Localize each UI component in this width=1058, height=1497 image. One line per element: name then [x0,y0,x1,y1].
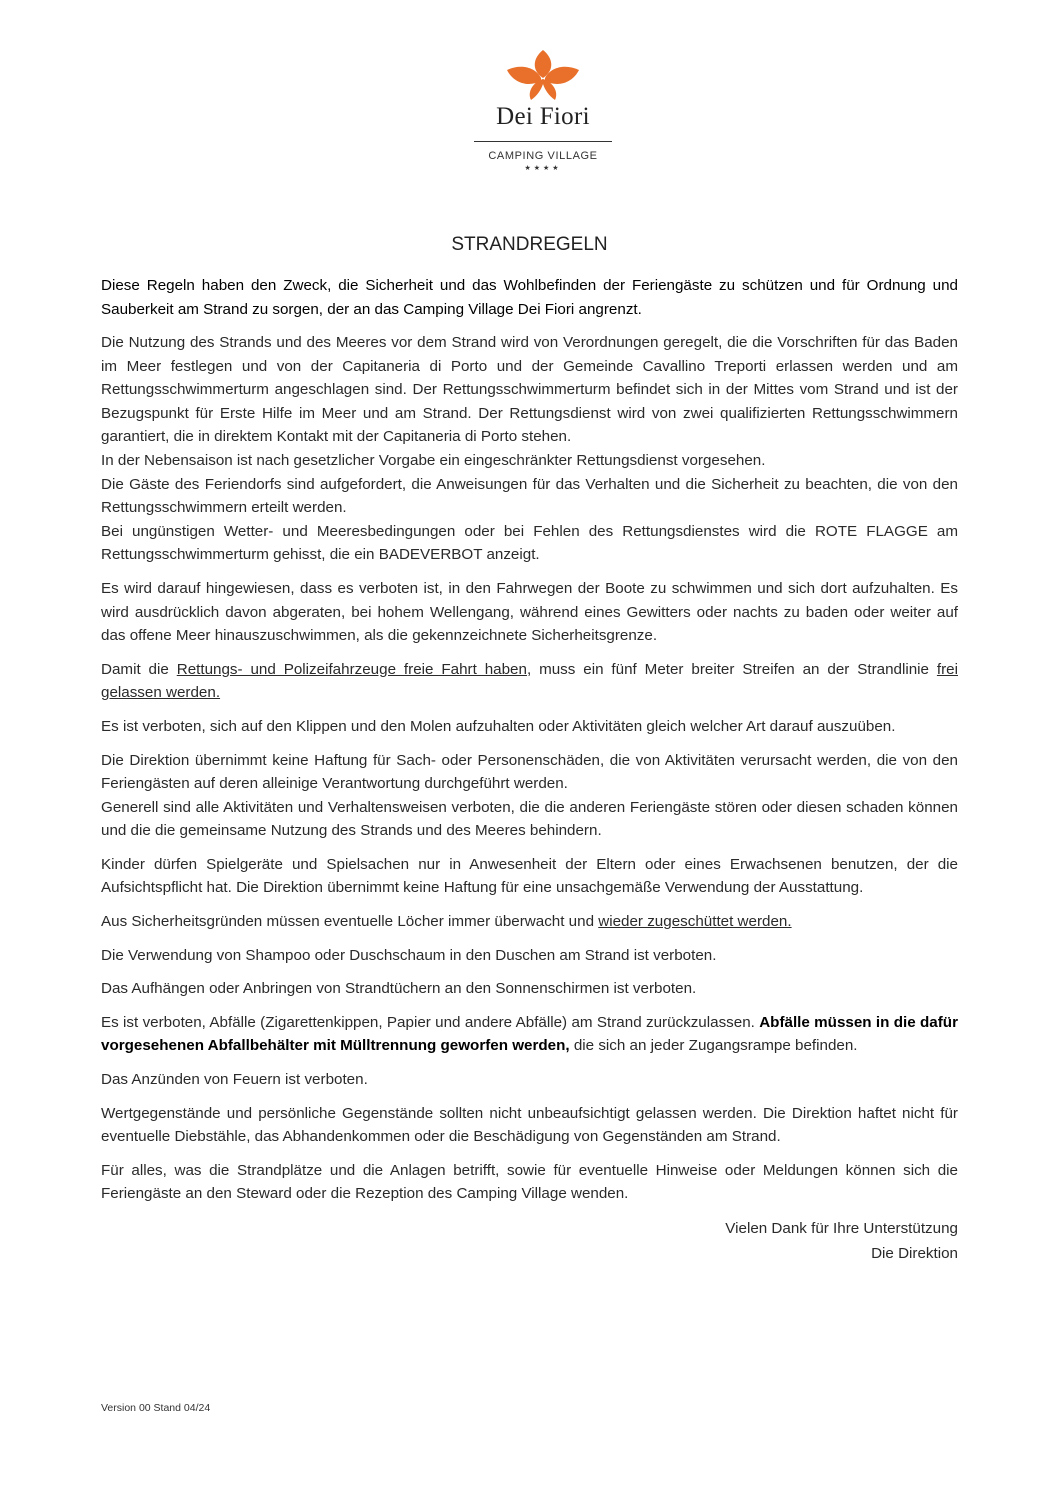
intro-paragraph: Diese Regeln haben den Zweck, die Sicherheit und das Wohlbefinden der Feriengäste zu schützen und für Ordnung und Sauberkeit am Strand zu sorgen, der an das Camping Village Dei Fiori angrenzt. [101,277,958,318]
paragraph-red-flag: Bei ungünstigen Wetter- und Meeresbedingungen oder bei Fehlen des Rettungsdienstes wird die ROTE FLAGGE am Rettungsschwimmerturm gehisst, die ein BADEVERBOT anzeigt. [101,522,958,564]
underlined-text: wieder zugeschüttet werden. [598,913,792,931]
flower-logo-icon [503,48,583,102]
paragraph-regulations: Die Nutzung des Strands und des Meeres vor dem Strand wird von Verordnungen geregelt, die die Vorschriften für das Baden im Meer festlegen und von der Capitaneria di Porto und der Gemeinde Cavallino Treporti erlassen werden und am Rettungsschwimmerturm angeschlagen sind. Der Rettungsschwimmerturm befindet sich in der Mittes vom Strand und ist der Bezugspunkt für Erste Hilfe im Meer und am Strand. Der Rettungsdienst wird von zwei qualifizierten Rettungsschwimmern garantiert, die in direktem Kontakt mit der Capitaneria di Porto stehen. [101,334,958,446]
paragraph-cliffs: Es ist verboten, sich auf den Klippen und den Molen aufzuhalten oder Aktivitäten gleich welcher Art darauf auszuüben. [101,717,896,735]
paragraph-holes [101,910,958,934]
paragraph-liability: Die Direktion übernimmt keine Haftung für Sach- oder Personenschäden, die von Aktivitäten verursacht werden, die von den Feriengästen auf deren alleinige Verantwortung durchgeführt werden. [101,751,958,793]
paragraph-emergency-lane [101,658,958,705]
paragraph-fire: Das Anzünden von Feuern ist verboten. [101,1071,368,1089]
brand-divider [474,141,612,142]
rating-stars: ★★★★ [524,165,562,172]
paragraph-instructions: Die Gäste des Feriendorfs sind aufgefordert, die Anweisungen für das Verhalten und die Sicherheit zu beachten, die von den Rettungsschwimmern erteilt werden. [101,475,958,517]
brand-name: Dei Fiori [496,103,590,130]
document-body [101,226,958,1266]
paragraph-off-season: In der Nebensaison ist nach gesetzlicher Vorgabe ein eingeschränkter Rettungsdienst vorgesehen. [101,451,766,469]
closing-thanks: Vielen Dank für Ihre Unterstützung [725,1220,958,1237]
underlined-text: Rettungs- und Polizeifahrzeuge freie Fahrt haben [176,660,527,678]
closing [101,1216,958,1266]
paragraph-towels: Das Aufhängen oder Anbringen von Strandtüchern an den Sonnenschirmen ist verboten. [101,980,697,998]
paragraph-contact: Für alles, was die Strandplätze und die Anlagen betrifft, sowie für eventuelle Hinweise oder Meldungen können sich die Feriengäste an den Steward oder die Rezeption des Camping Village wenden. [101,1161,958,1203]
text: die sich an jeder Zugangsrampe befinden. [569,1037,858,1055]
version-footer: Version 00 Stand 04/24 [101,1402,211,1414]
logo [473,48,613,175]
page-title: STRANDREGELN [451,234,608,255]
text: Damit die [101,660,177,678]
paragraph-boat-lanes: Es wird darauf hingewiesen, dass es verboten ist, in den Fahrwegen der Boote zu schwimmen und sich dort aufzuhalten. Es wird ausdrücklich davon abgeraten, bei hohem Wellengang, während eines Gewitters oder nachts zu baden oder weiter auf das offene Meer hinauszuschwimmen, als die gekennzeichnete Sicherheitsgrenze. [101,579,958,645]
bold-text: Abfälle müssen in die dafür vorgesehenen Abfallbehälter mit Mülltrennung geworfen werden, [101,1013,958,1055]
paragraph-valuables: Wertgegenstände und persönliche Gegenstände sollten nicht unbeaufsichtigt gelassen werden. Die Direktion haftet nicht für eventuelle Diebstähle, das Abhandenkommen oder die Beschädigung von Gegenständen am Strand. [101,1104,958,1146]
brand-subtitle: CAMPING VILLAGE [488,150,598,162]
paragraph-children: Kinder dürfen Spielgeräte und Spielsachen nur in Anwesenheit der Eltern oder eines Erwachsenen benutzen, der die Aufsichtspflicht hat. Die Direktion übernimmt keine Haftung für eine unsachgemäße Verwendung der Ausstattung. [101,855,958,897]
text: Es ist verboten, Abfälle (Zigarettenkippen, Papier und andere Abfälle) am Strand zurückzulassen. [101,1013,760,1031]
paragraph-waste [101,1011,958,1058]
paragraph-disturbance: Generell sind alle Aktivitäten und Verhaltensweisen verboten, die die anderen Feriengäste stören oder diesen schaden können und die die gemeinsame Nutzung des Strands und des Meeres behindern. [101,798,958,840]
closing-signature: Die Direktion [871,1245,958,1262]
underlined-text: frei gelassen werden. [101,660,958,702]
text: , muss ein fünf Meter breiter Streifen an der Strandlinie [526,660,937,678]
text: Aus Sicherheitsgründen müssen eventuelle Löcher immer überwacht und [101,913,599,931]
paragraph-shampoo: Die Verwendung von Shampoo oder Duschschaum in den Duschen am Strand ist verboten. [101,946,717,964]
